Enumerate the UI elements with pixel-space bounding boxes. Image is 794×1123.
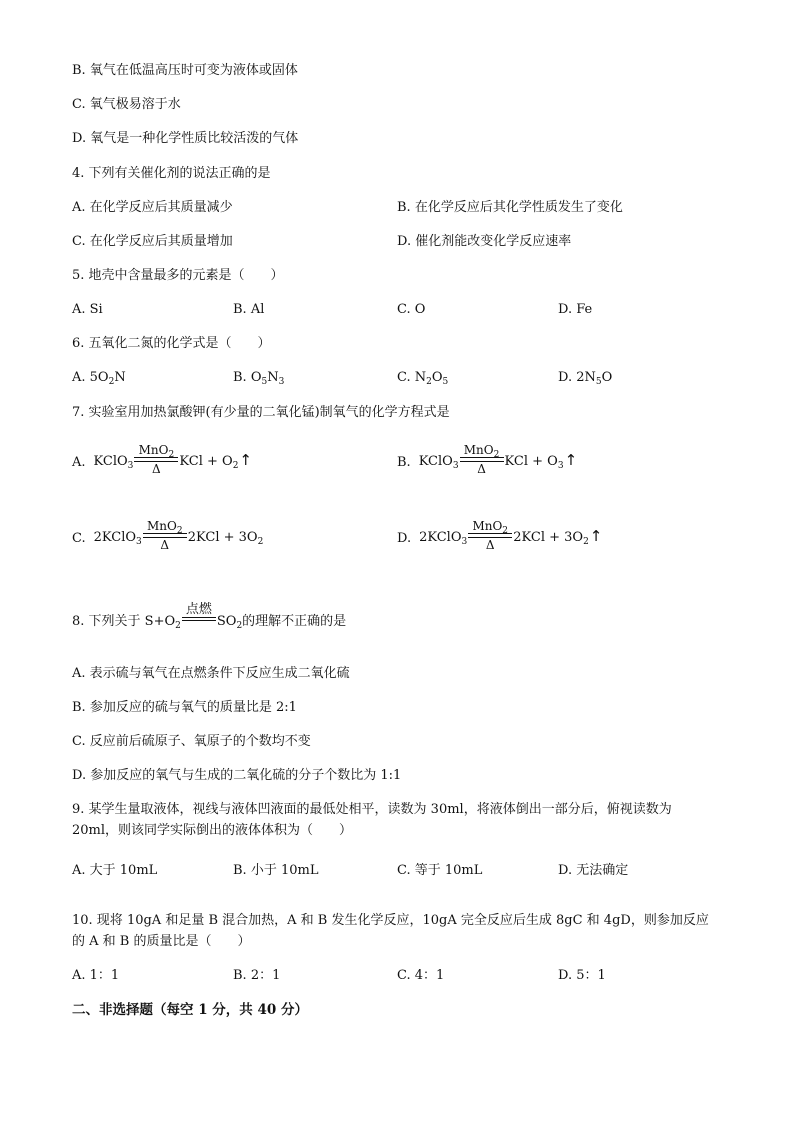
q9-stem-line1: 9. 某学生量取液体，视线与液体凹液面的最低处相平，读数为 30ml，将液体倒出一部分后，俯视读数为 (72, 802, 672, 817)
q5-option-b: B. Al (233, 302, 265, 317)
q10-option-b: B. 2：1 (233, 968, 281, 983)
q8-stem: 8. 下列关于 $S+O_2$ 点燃 $SO_2$的理解不正确的是 (72, 601, 347, 631)
q4-option-b: B. 在化学反应后其化学性质发生了变化 (397, 200, 623, 215)
q6-option-a: A. $5O_2N$ (72, 370, 126, 387)
q7-option-b: B. KClO$_3$ MnO$_2$ Δ KCl + $O_3$ ↑ (397, 443, 578, 476)
q5-stem: 5. 地壳中含量最多的元素是（ ） (72, 268, 284, 283)
q7-option-c: C. 2KClO$_3$ MnO$_2$ Δ $2KCl + 3O_2$ (72, 519, 264, 552)
q6-stem: 6. 五氧化二氮的化学式是（ ） (72, 336, 271, 351)
q9-option-a: A. 大于 10mL (72, 863, 158, 878)
q10-option-d: D. 5：1 (558, 968, 606, 983)
reaction-condition: MnO$_2$ Δ (468, 519, 512, 552)
q10-option-c: C. 4：1 (397, 968, 445, 983)
q8-option-d: D. 参加反应的氧气与生成的二氧化硫的分子个数比为 1:1 (72, 768, 402, 783)
q7-stem: 7. 实验室用加热氯酸钾(有少量的二氧化锰)制氧气的化学方程式是 (72, 405, 450, 420)
q10-option-a: A. 1：1 (72, 968, 120, 983)
q5-option-d: D. Fe (558, 302, 593, 317)
reaction-condition: 点燃 (182, 603, 216, 621)
q6-option-b: B. $O_5N_3$ (233, 370, 285, 387)
reaction-condition: MnO$_2$ Δ (134, 443, 178, 476)
q3-option-d: D. 氧气是一种化学性质比较活泼的气体 (72, 131, 299, 146)
q6-option-d: D. $2N_5O$ (558, 370, 613, 387)
q9-option-b: B. 小于 10mL (233, 863, 319, 878)
q10-stem-line2: 的 A 和 B 的质量比是（ ） (72, 934, 251, 949)
q4-option-a: A. 在化学反应后其质量减少 (72, 200, 233, 215)
q9-stem-line2: 20ml，则该同学实际倒出的液体体积为（ ） (72, 823, 353, 838)
q10-stem-line1: 10. 现将 10gA 和足量 B 混合加热，A 和 B 发生化学反应，10gA 完全反应后生成 8gC 和 4gD，则参加反应 (72, 913, 709, 928)
gas-arrow-icon: ↑ (564, 450, 578, 469)
q4-stem: 4. 下列有关催化剂的说法正确的是 (72, 166, 271, 181)
reaction-condition: MnO$_2$ Δ (460, 443, 504, 476)
q5-option-c: C. O (397, 302, 426, 317)
gas-arrow-icon: ↑ (239, 450, 252, 469)
reaction-condition: MnO$_2$ Δ (143, 519, 187, 552)
q5-option-a: A. Si (72, 302, 103, 317)
q4-option-c: C. 在化学反应后其质量增加 (72, 234, 233, 249)
q9-option-c: C. 等于 10mL (397, 863, 483, 878)
q6-option-c: C. $N_2O_5$ (397, 370, 449, 387)
gas-arrow-icon: ↑ (589, 526, 603, 545)
q3-option-c: C. 氧气极易溶于水 (72, 97, 181, 112)
q3-option-b: B. 氧气在低温高压时可变为液体或固体 (72, 63, 298, 78)
q8-option-b: B. 参加反应的硫与氧气的质量比是 2:1 (72, 700, 297, 715)
q7-option-d: D. 2KClO$_3$ MnO$_2$ Δ $2KCl + 3O_2$ ↑ (397, 519, 603, 552)
q8-option-c: C. 反应前后硫原子、氧原子的个数均不变 (72, 734, 311, 749)
section-heading: 二、非选择题（每空 1 分，共 40 分） (72, 1002, 308, 1018)
q4-option-d: D. 催化剂能改变化学反应速率 (397, 234, 572, 249)
q9-option-d: D. 无法确定 (558, 863, 629, 878)
q7-option-a: A. KClO$_3$ MnO$_2$ Δ KCl + $O_2$ ↑ (72, 443, 252, 476)
q8-option-a: A. 表示硫与氧气在点燃条件下反应生成二氧化硫 (72, 666, 350, 681)
